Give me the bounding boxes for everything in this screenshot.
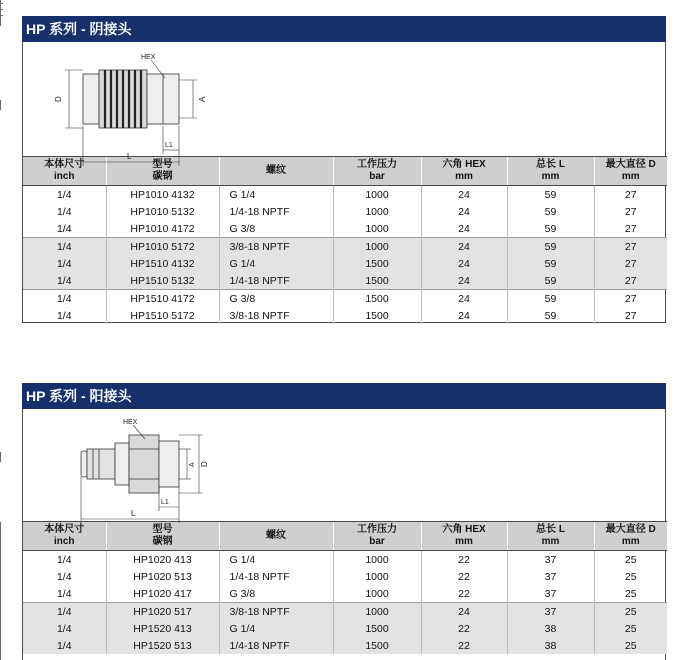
l1-label: L1 (161, 499, 169, 506)
table-cell: 1000 (333, 186, 421, 204)
table-cell: 22 (421, 637, 507, 654)
table-cell: 37 (507, 585, 594, 603)
d-label: D (54, 96, 63, 102)
table-cell: HP1520 413 (106, 620, 219, 637)
male-coupler-section (22, 383, 666, 660)
table-cell: 24 (421, 255, 507, 272)
table-cell: 1000 (333, 603, 421, 621)
table-cell: 27 (594, 186, 667, 204)
table-row (23, 307, 667, 324)
col-hex-header: 六角 HEX mm (421, 522, 507, 551)
table-cell: 37 (507, 568, 594, 585)
table-cell: 1500 (333, 255, 421, 272)
table-cell: 59 (507, 290, 594, 308)
table-cell: 3/8-18 NPTF (219, 603, 333, 621)
table-cell: HP1510 5172 (106, 307, 219, 324)
l-label: L (127, 152, 132, 161)
female-coupler-diagram (23, 42, 665, 161)
hex-label: HEX (141, 54, 156, 61)
table-cell: 27 (594, 255, 667, 272)
table-cell: 1/4-18 NPTF (219, 272, 333, 290)
table-cell: 27 (594, 272, 667, 290)
l1-label: L1 (165, 142, 173, 149)
female-coupler-drawing (47, 48, 247, 161)
female-coupler-section (22, 16, 666, 323)
table-cell: HP1010 5132 (106, 203, 219, 220)
table-cell: G 1/4 (219, 186, 333, 204)
table-cell: 25 (594, 603, 667, 621)
table-header-row (23, 157, 667, 186)
col-thread-header: 螺纹 (219, 157, 333, 186)
hex-label: HEX (123, 419, 138, 426)
table-cell: HP1520 513 (106, 637, 219, 654)
table-cell: HP1510 5132 (106, 272, 219, 290)
table-cell: HP1020 517 (106, 603, 219, 621)
table-cell: 1500 (333, 620, 421, 637)
table-cell: 25 (594, 568, 667, 585)
col-size-header: 本体尺寸 inch (23, 157, 106, 186)
table-cell: 1/4 (23, 255, 106, 272)
table-cell: 37 (507, 551, 594, 569)
table-cell: 59 (507, 307, 594, 324)
table-cell: 24 (421, 203, 507, 220)
table-cell: 1000 (333, 551, 421, 569)
table-cell: 22 (421, 620, 507, 637)
table-cell: 1000 (333, 238, 421, 256)
col-hex-header: 六角 HEX mm (421, 157, 507, 186)
section-title: HP 系列 - 阴接头 (22, 16, 666, 42)
table-row (23, 585, 667, 603)
col-size-header: 本体尺寸 inch (23, 522, 106, 551)
page-edge-line (0, 522, 1, 660)
table-cell: 25 (594, 620, 667, 637)
col-pressure-header: 工作压力 bar (333, 522, 421, 551)
table-cell: G 3/8 (219, 290, 333, 308)
table-row (23, 255, 667, 272)
table-cell: 59 (507, 272, 594, 290)
col-diameter-header: 最大直径 D mm (594, 157, 667, 186)
table-row (23, 238, 667, 256)
table-cell: 1/4 (23, 272, 106, 290)
table-cell: G 3/8 (219, 220, 333, 238)
table-row (23, 568, 667, 585)
col-length-header: 总长 L mm (507, 157, 594, 186)
section-title: HP 系列 - 阳接头 (22, 383, 666, 409)
table-cell: 38 (507, 637, 594, 654)
table-row (23, 620, 667, 637)
male-coupler-drawing (47, 415, 247, 519)
table-cell: 1/4 (23, 238, 106, 256)
table-cell: 1/4 (56, 222, 72, 235)
page-edge-tick (0, 3, 3, 4)
table-cell: HP1020 413 (106, 551, 219, 569)
table-row (23, 603, 667, 621)
table-cell: 1500 (333, 272, 421, 290)
col-model-header: 型号 碳钢 (106, 157, 219, 186)
table-cell: 1/4 (56, 587, 72, 600)
table-cell: HP1010 4132 (106, 186, 219, 204)
table-cell: 22 (421, 551, 507, 569)
table-cell: 59 (507, 186, 594, 204)
table-cell: 24 (421, 238, 507, 256)
table-cell: HP1010 5172 (106, 238, 219, 256)
table-row (23, 220, 667, 238)
table-cell: 1/4 (56, 205, 72, 218)
table-cell: 24 (421, 186, 507, 204)
table-cell: 1/4 (23, 290, 106, 308)
table-cell: 37 (507, 603, 594, 621)
table-cell: 1500 (333, 307, 421, 324)
page-edge-tick (0, 9, 3, 10)
table-row (23, 637, 667, 654)
table-cell: 1500 (333, 637, 421, 654)
table-cell: 59 (507, 220, 594, 238)
table-cell: 24 (421, 603, 507, 621)
table-row (23, 551, 667, 569)
table-cell: 1/4 (23, 603, 106, 621)
col-model-header: 型号 碳钢 (106, 522, 219, 551)
table-cell: G 3/8 (219, 585, 333, 603)
table-cell: 1000 (333, 585, 421, 603)
table-row (23, 186, 667, 204)
table-cell: 1/4-18 NPTF (219, 637, 333, 654)
page-edge-tick (0, 15, 3, 16)
table-cell: 3/8-18 NPTF (219, 238, 333, 256)
table-cell: 25 (594, 551, 667, 569)
table-cell: 25 (594, 637, 667, 654)
table-cell: 38 (507, 620, 594, 637)
table-cell: 24 (421, 307, 507, 324)
male-coupler-diagram (23, 409, 665, 521)
col-pressure-header: 工作压力 bar (333, 157, 421, 186)
table-cell: 27 (594, 238, 667, 256)
table-cell: HP1010 4172 (106, 220, 219, 238)
table-cell: 1500 (333, 290, 421, 308)
table-header-row (23, 522, 667, 551)
table-cell: 1000 (333, 568, 421, 585)
table-cell: 1/4 (56, 309, 72, 322)
table-cell: HP1020 513 (106, 568, 219, 585)
page-edge-line (0, 452, 1, 462)
a-label: A (198, 96, 207, 102)
table-cell: 59 (507, 238, 594, 256)
table-row (23, 290, 667, 308)
table-cell: 27 (594, 290, 667, 308)
table-cell: G 1/4 (219, 620, 333, 637)
table-cell: 1/4 (56, 553, 72, 566)
l-label: L (131, 509, 136, 518)
table-cell: G 1/4 (219, 551, 333, 569)
table-cell: 1/4 (56, 188, 72, 201)
table-cell: 22 (421, 585, 507, 603)
table-cell: 22 (421, 568, 507, 585)
table-cell: 24 (421, 220, 507, 238)
col-length-header: 总长 L mm (507, 522, 594, 551)
male-spec-table (23, 521, 667, 654)
table-cell: 1/4-18 NPTF (219, 568, 333, 585)
table-cell: 1000 (333, 220, 421, 238)
table-cell: 1/4-18 NPTF (219, 203, 333, 220)
table-cell: 59 (507, 203, 594, 220)
table-cell: HP1510 4172 (106, 290, 219, 308)
table-cell: 1000 (333, 203, 421, 220)
table-cell: 1/4 (23, 620, 106, 637)
table-cell: 1/4 (56, 570, 72, 583)
female-spec-table (23, 156, 667, 324)
table-cell: 1/4 (23, 637, 106, 654)
table-cell: HP1020 417 (106, 585, 219, 603)
table-cell: 24 (421, 272, 507, 290)
col-diameter-header: 最大直径 D mm (594, 522, 667, 551)
d-label: D (200, 461, 209, 467)
a-label: A (189, 462, 196, 467)
table-cell: 25 (594, 585, 667, 603)
table-cell: 27 (594, 203, 667, 220)
table-row (23, 203, 667, 220)
table-row (23, 272, 667, 290)
table-cell: 27 (594, 307, 667, 324)
table-cell: G 1/4 (219, 255, 333, 272)
table-cell: 3/8-18 NPTF (219, 307, 333, 324)
page-edge-line (0, 100, 1, 110)
table-cell: 24 (421, 290, 507, 308)
table-cell: 59 (507, 255, 594, 272)
table-cell: HP1510 4132 (106, 255, 219, 272)
table-cell: 27 (594, 220, 667, 238)
col-thread-header: 螺纹 (219, 522, 333, 551)
